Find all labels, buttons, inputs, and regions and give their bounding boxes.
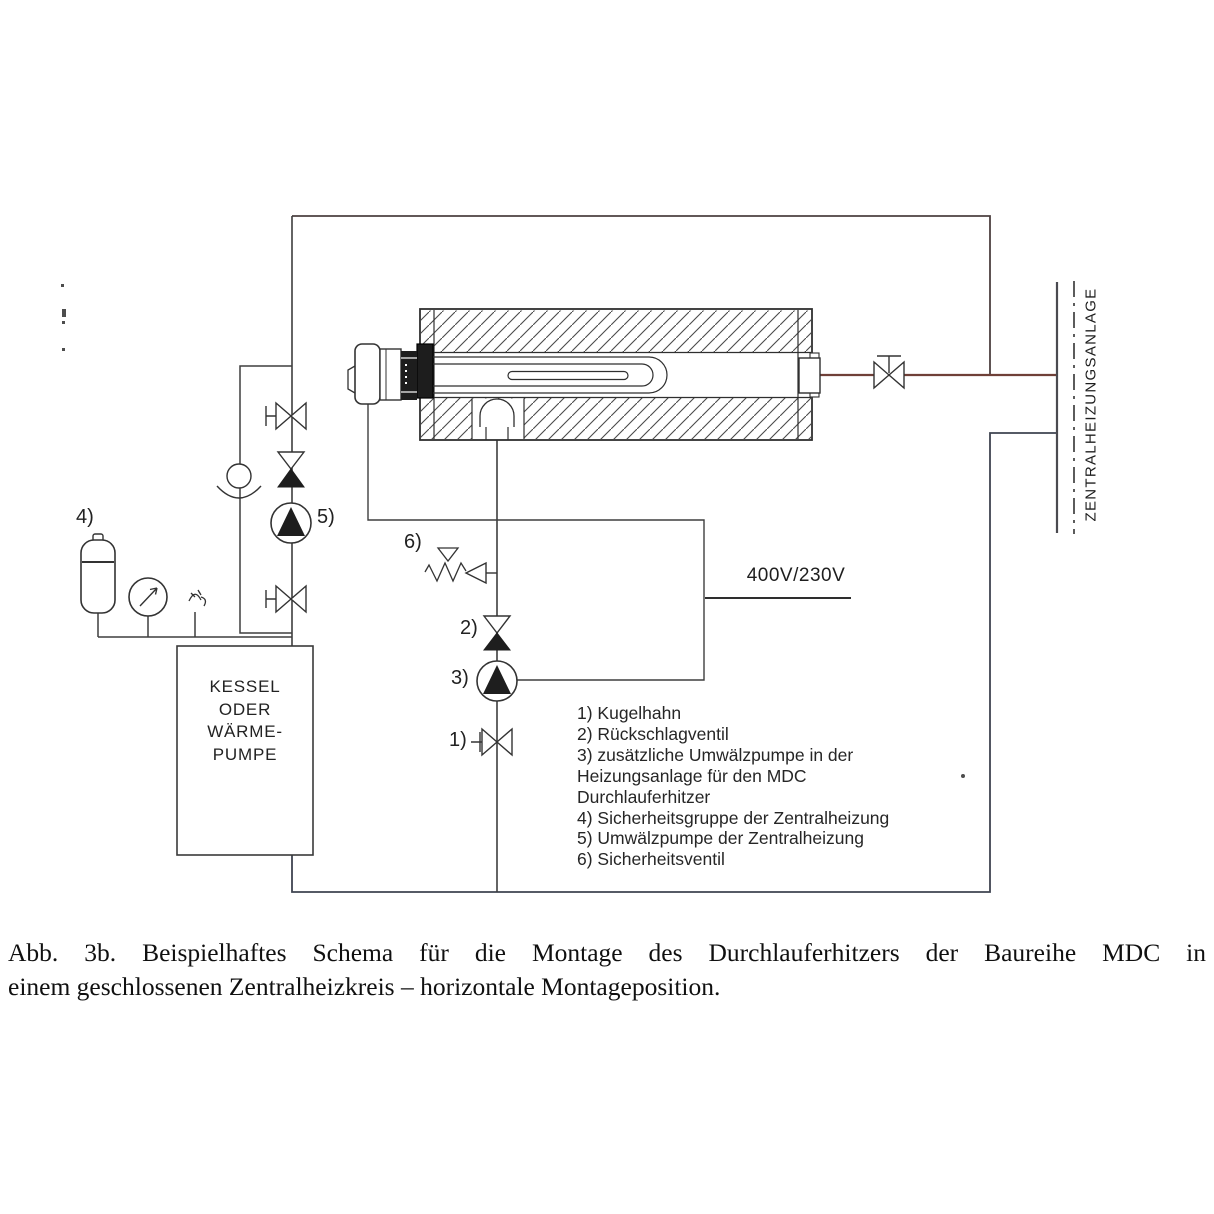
- boiler-label-line: KESSEL: [209, 677, 281, 696]
- legend-line: 3) zusätzliche Umwälzpumpe in der: [577, 744, 854, 765]
- outlet-valve-icon: [874, 356, 904, 388]
- label-item-3: 3): [451, 667, 469, 689]
- boiler-box-label: [177, 676, 313, 766]
- outlet-flange: [799, 353, 820, 397]
- element-terminal-head: [348, 344, 417, 404]
- central-heating-boundary: [1057, 281, 1074, 534]
- ball-valve-1-icon: [471, 729, 512, 755]
- legend-line: Durchlauferhitzer: [577, 786, 711, 807]
- legend-line: 5) Umwälzpumpe der Zentralheizung: [577, 828, 864, 849]
- circulation-pump-3-icon: [477, 661, 517, 701]
- legend-line: 2) Rückschlagventil: [577, 723, 729, 744]
- circulation-pump-5-icon: [271, 503, 311, 543]
- legend: [577, 703, 969, 870]
- power-rating-label: 400V/230V: [746, 565, 846, 586]
- caption-line-2: einem geschlossenen Zentralheizkreis – horizontale Montageposition.: [8, 972, 721, 1001]
- riser-ball-valve-upper: [266, 403, 306, 429]
- legend-line: 6) Sicherheitsventil: [577, 849, 725, 870]
- check-valve-upper: [278, 452, 304, 487]
- label-item-2: 2): [460, 617, 478, 639]
- central-heating-system-label: ZENTRALHEIZUNGSANLAGE: [1082, 287, 1100, 522]
- boiler-label-line: ODER: [218, 699, 272, 719]
- inlet-nozzle: [472, 399, 524, 441]
- legend-line: 1) Kugelhahn: [577, 703, 682, 723]
- label-item-1: 1): [449, 729, 467, 751]
- riser-valve-lower: [266, 586, 306, 612]
- label-item-4: 4): [76, 506, 94, 528]
- legend-line: 4) Sicherheitsgruppe der Zentralheizung: [577, 807, 890, 828]
- air-vent-icon: [189, 590, 205, 606]
- caption-line-1: Abb. 3b. Beispielhaftes Schema für die Montage des Durchlauferhitzers der Baureihe MDC in: [8, 938, 1206, 967]
- water-heater: [417, 309, 820, 440]
- expansion-vessel-icon: [81, 534, 115, 613]
- figure-caption: [8, 936, 1206, 1004]
- safety-group: [81, 534, 205, 616]
- pressure-gauge-icon: [129, 578, 167, 616]
- safety-valve-6-icon: [425, 548, 497, 583]
- sensor-symbol: [217, 464, 261, 498]
- label-item-5: 5): [317, 506, 335, 528]
- boiler-label-line: PUMPE: [212, 744, 278, 764]
- boiler-label-line: WÄRME-: [207, 722, 283, 742]
- label-item-6: 6): [404, 531, 422, 553]
- check-valve-2-icon: [484, 616, 510, 650]
- legend-line: Heizungsanlage für den MDC: [577, 765, 807, 786]
